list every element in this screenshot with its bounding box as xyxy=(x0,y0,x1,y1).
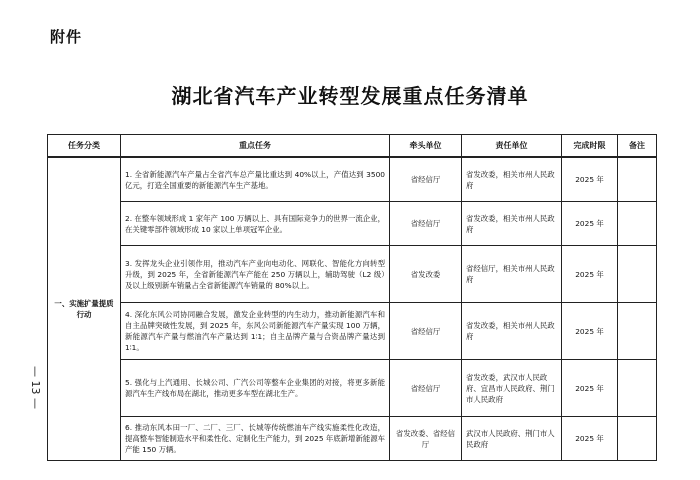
task-cell: 4. 深化东风公司协同融合发展，激发企业转型的内生动力，推动新能源汽车和自主品牌突破性发展，到 2025 年，东风公司新能源汽车产量实现 100 万辆，新能源汽车产量与燃油汽车产量达到 1∶1；自主品牌产量与合资品牌产量达到 1∶1。 xyxy=(121,303,390,360)
deadline-cell: 2025 年 xyxy=(562,417,618,461)
task-cell: 6. 推动东风本田一厂、二厂、三厂、长城等传统燃油车产线实施柔性化改造，提高整车智能制造水平和柔性化、定制化生产能力，到 2025 年底新增新能源车产能 150 万辆。 xyxy=(121,417,390,461)
responsible-unit-cell: 省发改委，相关市州人民政府 xyxy=(462,202,562,246)
remarks-cell xyxy=(618,202,657,246)
column-header-remarks: 备注 xyxy=(618,135,657,158)
lead-unit-cell: 省经信厅 xyxy=(390,157,462,202)
task-table xyxy=(47,134,657,461)
task-cell: 3. 发挥龙头企业引领作用，推动汽车产业向电动化、网联化、智能化方向转型升级，到 2025 年，全省新能源汽车产能在 250 万辆以上，辅助驾驶（L2 级）及以上级别新车销量占全省新能源汽车销量的 80%以上。 xyxy=(121,246,390,303)
remarks-cell xyxy=(618,417,657,461)
deadline-cell: 2025 年 xyxy=(562,246,618,303)
table-row xyxy=(48,303,657,360)
remarks-cell xyxy=(618,157,657,202)
remarks-cell xyxy=(618,360,657,417)
table-row xyxy=(48,246,657,303)
column-header-lead: 牵头单位 xyxy=(390,135,462,158)
lead-unit-cell: 省发改委、省经信厅 xyxy=(390,417,462,461)
lead-unit-cell: 省经信厅 xyxy=(390,360,462,417)
table-header-row xyxy=(48,135,657,158)
deadline-cell: 2025 年 xyxy=(562,202,618,246)
responsible-unit-cell: 武汉市人民政府、荆门市人民政府 xyxy=(462,417,562,461)
table-row xyxy=(48,202,657,246)
task-cell: 5. 强化与上汽通用、长城公司、广汽公司等整车企业集团的对接，将更多新能源汽车生产线布局在湖北，推动更多车型在湖北生产。 xyxy=(121,360,390,417)
column-header-deadline: 完成时限 xyxy=(562,135,618,158)
category-cell: 一、实施扩量提质行动 xyxy=(48,157,121,461)
deadline-cell: 2025 年 xyxy=(562,303,618,360)
lead-unit-cell: 省经信厅 xyxy=(390,303,462,360)
task-cell: 1. 全省新能源汽车产量占全省汽车总产量比重达到 40%以上，产值达到 3500 亿元，打造全国重要的新能源汽车生产基地。 xyxy=(121,157,390,202)
deadline-cell: 2025 年 xyxy=(562,360,618,417)
table-row xyxy=(48,157,657,202)
column-header-task: 重点任务 xyxy=(121,135,390,158)
responsible-unit-cell: 省发改委，相关市州人民政府 xyxy=(462,157,562,202)
remarks-cell xyxy=(618,246,657,303)
responsible-unit-cell: 省经信厅，相关市州人民政府 xyxy=(462,246,562,303)
remarks-cell xyxy=(618,303,657,360)
document-title: 湖北省汽车产业转型发展重点任务清单 xyxy=(171,84,529,108)
table-row xyxy=(48,417,657,461)
page-number: — 13 — xyxy=(29,366,42,409)
deadline-cell: 2025 年 xyxy=(562,157,618,202)
column-header-category: 任务分类 xyxy=(48,135,121,158)
column-header-responsible: 责任单位 xyxy=(462,135,562,158)
table-row xyxy=(48,360,657,417)
task-cell: 2. 在整车领域形成 1 家年产 100 万辆以上、具有国际竞争力的世界一流企业，在关键零部件领域形成 10 家以上单项冠军企业。 xyxy=(121,202,390,246)
lead-unit-cell: 省经信厅 xyxy=(390,202,462,246)
attachment-label: 附件 xyxy=(50,28,83,46)
lead-unit-cell: 省发改委 xyxy=(390,246,462,303)
responsible-unit-cell: 省发改委，相关市州人民政府 xyxy=(462,303,562,360)
responsible-unit-cell: 省发改委，武汉市人民政府、宜昌市人民政府、荆门市人民政府 xyxy=(462,360,562,417)
